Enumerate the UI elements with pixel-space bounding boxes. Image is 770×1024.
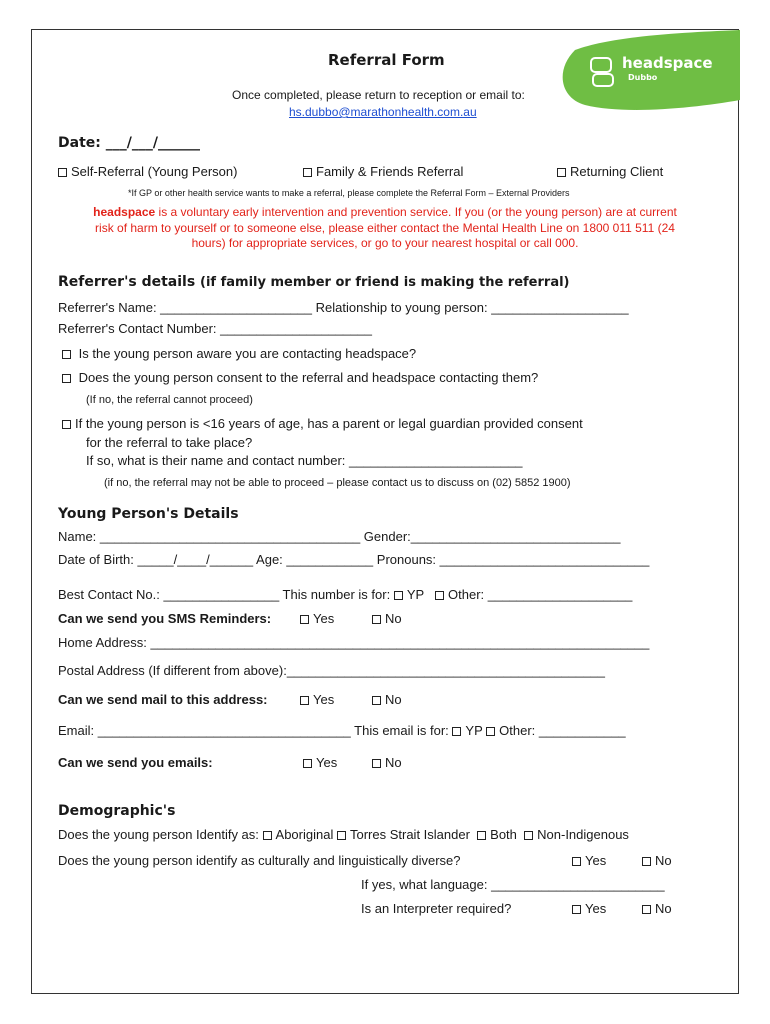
checkbox-icon[interactable]	[452, 727, 461, 736]
interpreter-no[interactable]	[642, 901, 672, 916]
yp-label: YP	[406, 587, 425, 602]
aware-question[interactable]	[62, 346, 416, 361]
name-gender-field[interactable]: Name: ____________________________________ Gender:_____________________________	[58, 529, 621, 544]
gp-note: *If GP or other health service wants to make a referral, please complete the Referral Form – External Providers	[128, 188, 570, 198]
cald-question: Does the young person identify as culturally and linguistically diverse?	[58, 853, 461, 868]
disclaimer-line3: hours) for appropriate services, or go to your nearest hospital or call 000.	[191, 236, 579, 250]
checkbox-icon[interactable]	[486, 727, 495, 736]
torres-strait-label: Torres Strait Islander	[349, 827, 470, 842]
cald-no[interactable]	[642, 853, 672, 868]
aboriginal-label: Aboriginal	[275, 827, 334, 842]
mail-yes[interactable]	[300, 692, 334, 707]
guardian-question-label: If the young person is <16 years of age, has a parent or legal guardian provided consent	[75, 416, 583, 431]
cald-yes[interactable]	[572, 853, 606, 868]
yes-label: Yes	[313, 692, 335, 707]
checkbox-icon[interactable]	[372, 759, 381, 768]
checkbox-icon[interactable]	[372, 615, 381, 624]
self-referral-label: Self-Referral (Young Person)	[71, 164, 238, 179]
no-label: No	[385, 611, 402, 626]
return-instructions: Once completed, please return to reception or email to:	[232, 88, 525, 102]
returning-client-label: Returning Client	[570, 164, 664, 179]
yes-label: Yes	[585, 853, 607, 868]
family-referral-label: Family & Friends Referral	[316, 164, 464, 179]
mail-no[interactable]	[372, 692, 402, 707]
identify-question-label: Does the young person Identify as:	[58, 827, 259, 842]
emails-yes[interactable]	[303, 755, 337, 770]
no-label: No	[655, 853, 672, 868]
guardian-note: (if no, the referral may not be able to proceed – please contact us to discuss on (02) 5852 1900)	[104, 477, 571, 489]
disclaimer-brand: headspace	[93, 205, 156, 219]
identify-question	[58, 827, 629, 842]
returning-client-option[interactable]	[557, 164, 663, 179]
interpreter-yes[interactable]	[572, 901, 606, 916]
yes-label: Yes	[316, 755, 338, 770]
checkbox-icon[interactable]	[524, 831, 533, 840]
checkbox-icon[interactable]	[58, 168, 67, 177]
self-referral-option[interactable]	[58, 164, 237, 179]
date-field[interactable]: Date: ___/___/______	[58, 135, 200, 151]
interpreter-question: Is an Interpreter required?	[361, 901, 512, 916]
checkbox-icon[interactable]	[642, 857, 651, 866]
young-person-heading: Young Person's Details	[58, 506, 239, 522]
emails-question: Can we send you emails:	[58, 755, 213, 770]
no-label: No	[655, 901, 672, 916]
referrer-heading-main: Referrer's details	[58, 274, 201, 290]
referrer-heading-sub: (if family member or friend is making the referral)	[200, 275, 570, 290]
checkbox-icon[interactable]	[372, 696, 381, 705]
email-field[interactable]	[58, 723, 626, 738]
both-label: Both	[490, 827, 517, 842]
disclaimer	[60, 205, 710, 252]
sms-yes[interactable]	[300, 611, 334, 626]
logo-subtext: Dubbo	[628, 73, 658, 82]
postal-address-field[interactable]: Postal Address (If different from above):____________________________________________	[58, 663, 605, 678]
consent-question-label: Does the young person consent to the referral and headspace contacting them?	[78, 370, 539, 385]
emails-no[interactable]	[372, 755, 402, 770]
checkbox-icon[interactable]	[62, 420, 71, 429]
demographics-heading: Demographic's	[58, 803, 176, 819]
checkbox-icon[interactable]	[435, 591, 444, 600]
checkbox-icon[interactable]	[263, 831, 272, 840]
referrer-heading	[58, 274, 570, 290]
consent-note: (If no, the referral cannot proceed)	[86, 394, 253, 406]
family-referral-option[interactable]	[303, 164, 463, 179]
checkbox-icon[interactable]	[300, 615, 309, 624]
checkbox-icon[interactable]	[300, 696, 309, 705]
referrer-name-field[interactable]: Referrer's Name: _____________________ Relationship to young person: ___________________	[58, 300, 629, 315]
checkbox-icon[interactable]	[62, 350, 71, 359]
contact-number-label: Best Contact No.: ________________ This number is for:	[58, 587, 391, 602]
checkbox-icon[interactable]	[394, 591, 403, 600]
guardian-question[interactable]	[62, 416, 583, 431]
home-address-field[interactable]: Home Address: _____________________________________________________________________	[58, 635, 650, 650]
sms-no[interactable]	[372, 611, 402, 626]
mail-question: Can we send mail to this address:	[58, 692, 268, 707]
no-label: No	[385, 692, 402, 707]
yes-label: Yes	[313, 611, 335, 626]
checkbox-icon[interactable]	[557, 168, 566, 177]
other-label: Other: ____________________	[448, 587, 633, 602]
disclaimer-line1: is a voluntary early intervention and prevention service. If you (or the young person) are at current	[155, 205, 677, 219]
dob-field[interactable]: Date of Birth: _____/____/______ Age: ____________ Pronouns: _____________________________	[58, 552, 650, 567]
yes-label: Yes	[585, 901, 607, 916]
contact-number-field[interactable]	[58, 587, 632, 602]
checkbox-icon[interactable]	[62, 374, 71, 383]
checkbox-icon[interactable]	[337, 831, 346, 840]
no-label: No	[385, 755, 402, 770]
email-label: Email: ___________________________________ This email is for:	[58, 723, 449, 738]
checkbox-icon[interactable]	[303, 168, 312, 177]
form-title: Referral Form	[328, 51, 445, 69]
logo-text: headspace	[622, 54, 713, 72]
email-other-label: Other: ____________	[499, 723, 626, 738]
consent-question[interactable]	[62, 370, 538, 385]
checkbox-icon[interactable]	[642, 905, 651, 914]
non-indigenous-label: Non-Indigenous	[537, 827, 629, 842]
aware-question-label: Is the young person aware you are contacting headspace?	[78, 346, 417, 361]
email-link[interactable]: hs.dubbo@marathonhealth.com.au	[289, 105, 477, 119]
guardian-question-cont: for the referral to take place?	[86, 435, 253, 450]
checkbox-icon[interactable]	[303, 759, 312, 768]
language-field[interactable]: If yes, what language: ________________________	[361, 877, 665, 892]
checkbox-icon[interactable]	[572, 905, 581, 914]
sms-question: Can we send you SMS Reminders:	[58, 611, 272, 626]
guardian-contact-field[interactable]: If so, what is their name and contact number: ________________________	[86, 453, 523, 468]
checkbox-icon[interactable]	[572, 857, 581, 866]
checkbox-icon[interactable]	[477, 831, 486, 840]
referrer-contact-field[interactable]: Referrer's Contact Number: _____________________	[58, 321, 372, 336]
yp-label: YP	[465, 723, 483, 738]
disclaimer-line2: risk of harm to yourself or to someone else, please either contact the Mental Health Line on 1800 011 511 (24	[95, 220, 675, 235]
